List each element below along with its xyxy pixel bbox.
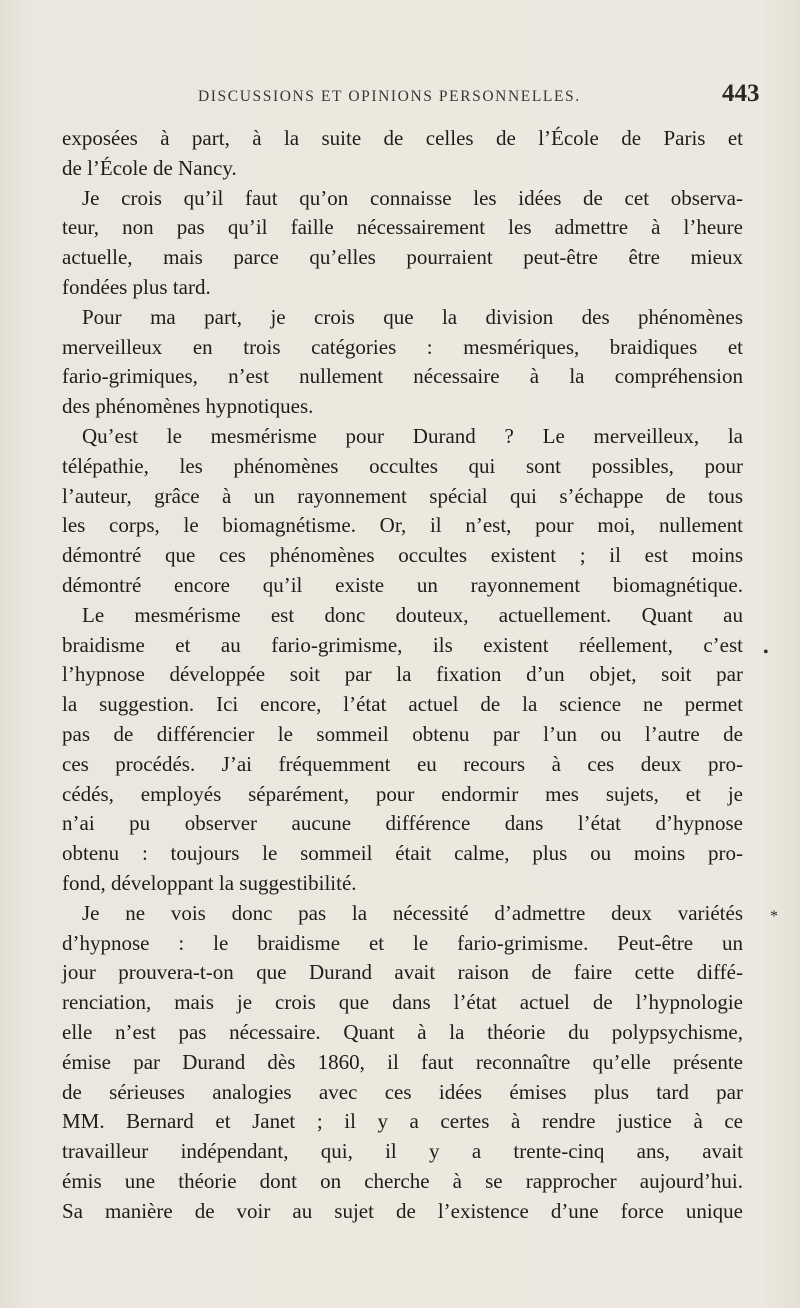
text-line: des phénomènes hypnotiques. <box>62 394 314 419</box>
page-number: 443 <box>722 80 760 107</box>
text-line: télépathie, les phénomènes occultes qui sont possibles, pour <box>62 453 743 478</box>
text-line: Je ne vois donc pas la nécessité d’admettre deux variétés <box>82 900 743 925</box>
text-line: n’ai pu observer aucune différence dans l’état d’hypnose <box>62 811 743 836</box>
text-line: les corps, le biomagnétisme. Or, il n’est, pour moi, nullement <box>62 513 743 538</box>
margin-star-mark: * <box>770 908 778 925</box>
text-line: Je crois qu’il faut qu’on connaisse les idées de cet observa- <box>82 185 743 210</box>
text-line: démontré que ces phénomènes occultes existent ; il est moins <box>62 543 743 568</box>
text-line: l’auteur, grâce à un rayonnement spécial qui s’échappe de tous <box>62 483 743 508</box>
text-line: Qu’est le mesmérisme pour Durand ? Le merveilleux, la <box>82 423 743 448</box>
text-line: ces procédés. J’ai fréquemment eu recours à ces deux pro- <box>62 751 743 776</box>
text-line: Sa manière de voir au sujet de l’existence d’une force unique <box>62 1198 743 1223</box>
text-line: obtenu : toujours le sommeil était calme, plus ou moins pro- <box>62 841 743 866</box>
text-line: travailleur indépendant, qui, il y a trente-cinq ans, avait <box>62 1139 743 1164</box>
text-line: braidisme et au fario-grimisme, ils existent réellement, c’est <box>62 632 743 657</box>
text-line: teur, non pas qu’il faille nécessairement les admettre à l’heure <box>62 215 743 240</box>
text-line: émise par Durand dès 1860, il faut reconnaître qu’elle présente <box>62 1049 743 1074</box>
margin-dot-mark: • <box>763 644 769 661</box>
text-line: émis une théorie dont on cherche à se rapprocher aujourd’hui. <box>62 1168 743 1193</box>
text-line: Pour ma part, je crois que la division des phénomènes <box>82 304 743 329</box>
text-line: elle n’est pas nécessaire. Quant à la théorie du polypsychisme, <box>62 1019 743 1044</box>
text-line: MM. Bernard et Janet ; il y a certes à rendre justice à ce <box>62 1109 743 1134</box>
running-title: DISCUSSIONS ET OPINIONS PERSONNELLES. <box>198 88 581 105</box>
text-line: d’hypnose : le braidisme et le fario-grimisme. Peut-être un <box>62 930 743 955</box>
text-line: l’hypnose développée soit par la fixation d’un objet, soit par <box>62 662 743 687</box>
text-line: merveilleux en trois catégories : mesmériques, braidiques et <box>62 334 743 359</box>
text-line: de l’École de Nancy. <box>62 155 237 180</box>
text-line: de sérieuses analogies avec ces idées émises plus tard par <box>62 1079 743 1104</box>
text-line: cédés, employés séparément, pour endormir mes sujets, et je <box>62 781 743 806</box>
text-line: actuelle, mais parce qu’elles pourraient peut-être être mieux <box>62 245 743 270</box>
text-line: exposées à part, à la suite de celles de l’École de Paris et <box>62 126 743 150</box>
text-line: fario-grimiques, n’est nullement nécessaire à la compréhension <box>62 364 743 389</box>
text-line: jour prouvera-t-on que Durand avait raison de faire cette diffé- <box>62 960 743 985</box>
text-line: Le mesmérisme est donc douteux, actuellement. Quant au <box>82 602 743 627</box>
text-line: fondées plus tard. <box>62 274 211 299</box>
text-line: renciation, mais je crois que dans l’état actuel de l’hypnologie <box>62 990 743 1015</box>
text-line: démontré encore qu’il existe un rayonnement biomagnétique. <box>62 572 743 597</box>
body-text <box>62 124 743 1226</box>
text-line: la suggestion. Ici encore, l’état actuel de la science ne permet <box>62 692 743 717</box>
text-line: pas de différencier le sommeil obtenu par l’un ou l’autre de <box>62 721 743 746</box>
text-line: fond, développant la suggestibilité. <box>62 870 357 895</box>
